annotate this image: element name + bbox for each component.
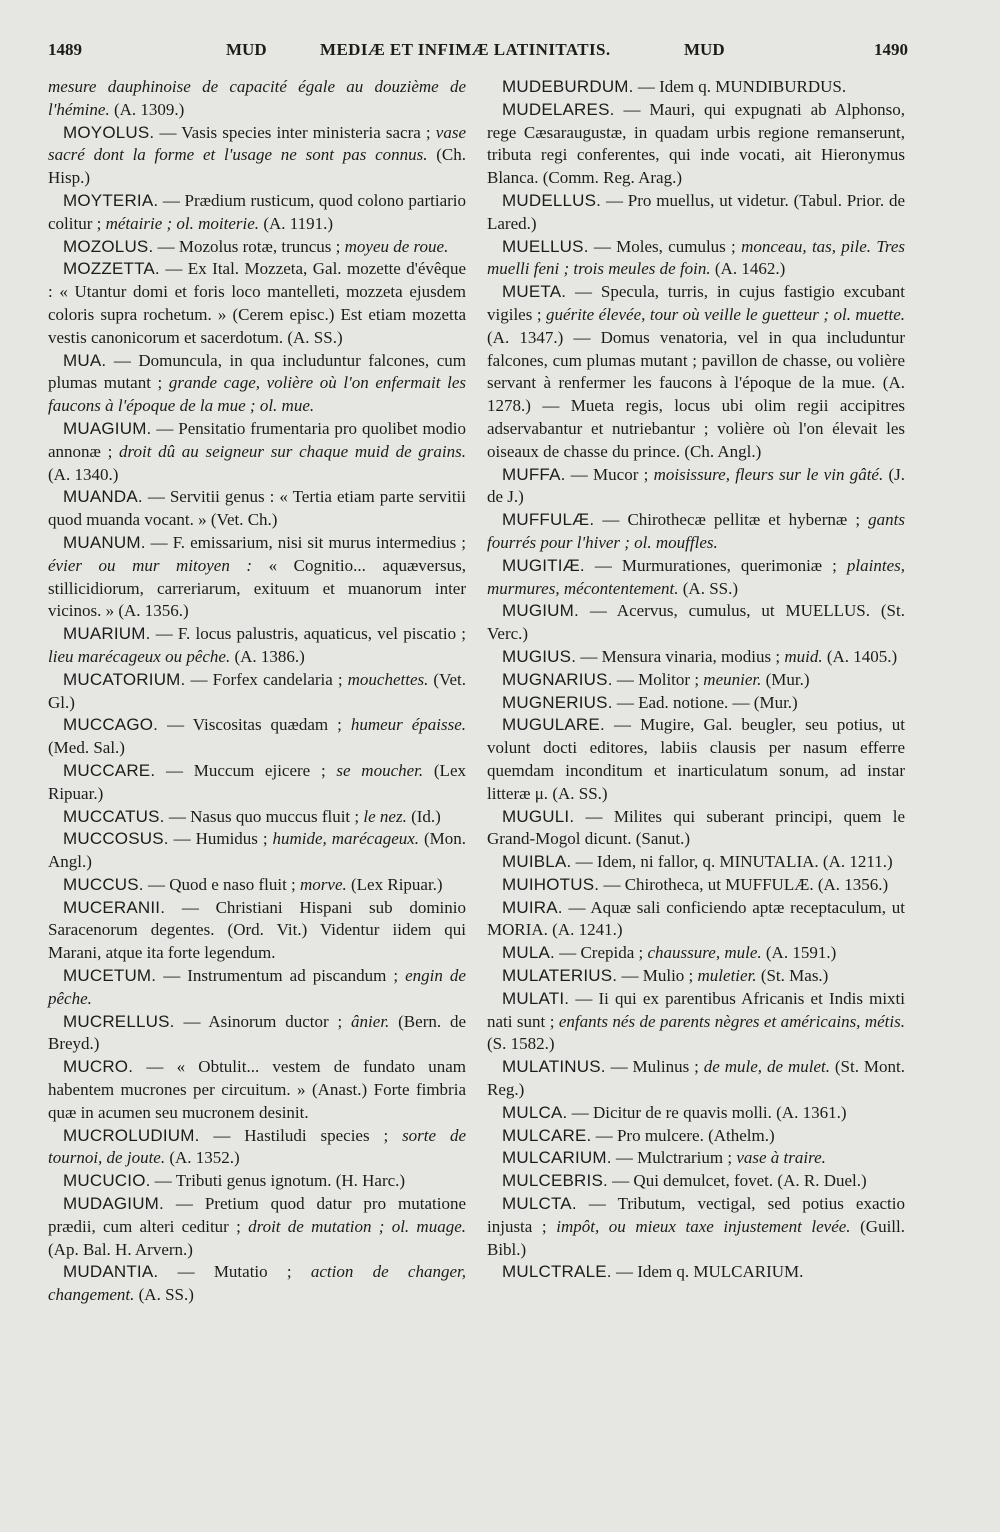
source-citation: (J. de J.) (487, 464, 905, 507)
headword: MUGULI. (502, 806, 575, 826)
definition: — Ex Ital. Mozzeta, Gal. mozette d'évêque : « Utantur domi et foris loco mantelleti, mozzeta ejusdem coloris supra rochetum. » (Cerem episc.) Est etiam mozetta vestis canonicorum et sacerdotum. (48, 259, 466, 347)
headword: MULATI. (502, 988, 570, 1008)
headword: MUAGIUM. (63, 418, 152, 438)
dictionary-entry (48, 1170, 466, 1193)
dictionary-entry (487, 99, 905, 190)
headword: MUCRO. (63, 1057, 134, 1077)
dictionary-entry (487, 942, 905, 965)
source-citation: (Mon. Angl.) (48, 829, 467, 872)
headword: MULA. (502, 943, 555, 963)
french-gloss: se moucher. (336, 760, 424, 780)
definition: — F. emissarium, nisi sit murus intermedius ; (145, 532, 466, 552)
dictionary-entry (487, 600, 905, 646)
dictionary-entry (487, 1170, 905, 1193)
dictionary-entry (48, 236, 466, 259)
source-citation: (A. 1211.) (818, 852, 893, 872)
french-gloss: droit de mutation ; ol. muage. (248, 1216, 466, 1236)
dictionary-entry (48, 350, 466, 418)
definition: — Humidus ; (168, 829, 273, 849)
running-header (48, 40, 908, 70)
source-citation: (A. SS.) (678, 578, 739, 598)
dictionary-entry (48, 1011, 466, 1057)
definition: — Muccum ejicere ; (155, 760, 337, 780)
definition: — Nasus quo muccus fluit ; (164, 806, 364, 826)
dictionary-entry (487, 897, 905, 943)
dictionary-entry (487, 1147, 905, 1170)
definition: — Quod e naso fluit ; (143, 874, 301, 894)
headword: MULCARE. (502, 1125, 592, 1145)
source-citation: (Comm. Reg. Arag.) (538, 168, 682, 188)
definition: — Mulinus ; (605, 1057, 704, 1077)
definition: — Pensitatio frumentaria pro quolibet modio annonæ ; (48, 418, 466, 461)
source-citation: « Cognitio... aquæversus, stillicidiorum, carreriarum, exituum et muanorum inter vicinos. » (A. 1356.) (48, 555, 466, 621)
dictionary-entry (487, 692, 905, 715)
source-citation: (Guill. Bibl.) (487, 1216, 905, 1259)
french-gloss: grande cage, volière où l'on enfermait les faucons à l'époque de la mue ; ol. mue. (48, 373, 466, 416)
definition: — F. locus palustris, aquaticus, vel piscatio ; (150, 624, 466, 644)
definition: — Mauri, qui expugnati ab Alphonso, rege Cæsaraugustæ, in quadam urbis regione remanserunt, tributa regi conferentes, qui inde vocati, ait Hieronymus Blanca. (487, 99, 905, 188)
source-citation: (St. Verc.) (487, 601, 905, 644)
definition: — Chirotheca, ut MUFFULÆ. (599, 874, 814, 894)
dictionary-entry (487, 646, 905, 669)
definition: — Mensura vinaria, modius ; (576, 646, 785, 666)
definition: — Crepida ; (554, 943, 648, 963)
dictionary-entry (487, 988, 905, 1056)
headword: MULCA. (502, 1102, 568, 1122)
dictionary-entry (48, 1125, 466, 1171)
definition: — Forfex candelaria ; (185, 669, 348, 689)
left-guide-word: MUD (226, 40, 267, 59)
headword: MUCERANII. (63, 897, 166, 917)
headword: MUIBLA. (502, 852, 572, 872)
headword: MUCCARE. (63, 760, 156, 780)
definition: — Christiani Hispani sub dominio Saracenorum degentes. (Ord. Vit.) Videntur iidem qui Marani, atque ita forte legendum. (48, 897, 466, 963)
source-citation: (Vet. Gl.) (48, 669, 466, 712)
french-gloss: ânier. (351, 1011, 390, 1031)
french-gloss: muletier. (697, 966, 757, 986)
headword: MUA. (63, 350, 107, 370)
french-gloss: moyeu de roue. (344, 236, 449, 256)
source-citation: (A. 1405.) (822, 646, 898, 666)
headword: MUCRELLUS. (63, 1011, 175, 1031)
headword: MUCCAGO. (63, 715, 159, 735)
dictionary-entry (48, 1056, 466, 1124)
headword: MUGULARE. (502, 715, 605, 735)
headword: MULCARIUM. (502, 1148, 612, 1168)
headword: MUANUM. (63, 532, 146, 552)
source-citation: (St. Mas.) (756, 966, 829, 986)
right-page-number: 1490 (874, 40, 908, 59)
source-citation: (Bern. de Breyd.) (48, 1011, 466, 1054)
headword: MUGIUM. (502, 601, 579, 621)
definition: — Mulctrarium ; (611, 1148, 737, 1168)
dictionary-entry (487, 236, 905, 282)
dictionary-entry (48, 760, 466, 806)
headword: MULCTA. (502, 1194, 577, 1214)
definition: — Vasis species inter ministeria sacra ; (154, 122, 436, 142)
dictionary-entry (48, 1193, 466, 1261)
headword: MUCROLUDIUM. (63, 1125, 200, 1145)
dictionary-entry (487, 190, 905, 236)
definition: — Idem q. MUNDIBURDUS. (633, 77, 847, 96)
headword: MUCCUS. (63, 874, 144, 894)
french-gloss: mouchettes. (347, 669, 429, 689)
dictionary-entry (487, 1125, 905, 1148)
definition: — Prædium rusticum, quod colono partiario colitur ; (48, 190, 466, 233)
definition: — Moles, cumulus ; (588, 236, 742, 256)
dictionary-entry (48, 532, 466, 623)
definition: — Pro muellus, ut videtur. (601, 190, 789, 210)
source-citation: (A. 1352.) (165, 1148, 240, 1168)
header-title: MEDIÆ ET INFIMÆ LATINITATIS. (320, 40, 611, 59)
headword: MUELLUS. (502, 236, 589, 256)
french-gloss: monceau, tas, pile. Tres muelli feni ; trois meules de foin. (487, 236, 905, 279)
french-gloss: muid. (784, 646, 823, 666)
definition: — Tributi genus ignotum. (150, 1171, 332, 1191)
definition: — Servitii genus : « Tertia etiam parte servitii quod muanda vocant. » (48, 487, 466, 530)
french-gloss: moisissure, fleurs sur le vin gâté. (653, 464, 884, 484)
dictionary-entry (48, 418, 466, 486)
left-page-number: 1489 (48, 40, 82, 59)
right-guide-word: MUD (684, 40, 725, 59)
definition: — Qui demulcet, fovet. (607, 1171, 774, 1191)
headword: MOYOLUS. (63, 122, 155, 142)
source-citation: (A. 1386.) (230, 646, 305, 666)
source-citation: (Sanut.) (631, 829, 691, 849)
definition: — Murmurationes, querimoniæ ; (584, 555, 847, 575)
headword: MOZZETTA. (63, 259, 160, 279)
source-citation: (Med. Sal.) (48, 738, 125, 758)
source-citation: (Mur.) (761, 669, 810, 689)
headword: MULCEBRIS. (502, 1171, 608, 1191)
dictionary-entry (487, 1261, 905, 1284)
definition: — « Obtulit... vestem de fundato unam habentem mucrones per circuitum. » (Anast.) Forte fimbria quæ in acumen seu mucronem desinit. (48, 1057, 466, 1122)
dictionary-entry (487, 76, 905, 99)
dictionary-entry (48, 828, 466, 874)
definition: — Pro mulcere. (591, 1125, 704, 1145)
definition: — Tributum, vectigal, sed potius exactio injusta ; (487, 1194, 905, 1236)
definition: — Ii qui ex parentibus Africanis et Indis mixti nati sunt ; (487, 988, 905, 1031)
definition: — Idem, ni fallor, q. MINUTALIA. (571, 852, 819, 872)
french-gloss: meunier. (703, 669, 762, 689)
dictionary-entry (48, 669, 466, 715)
headword: MUCCATUS. (63, 806, 165, 826)
headword: MUETA. (502, 282, 567, 302)
french-gloss: le nez. (363, 806, 407, 826)
source-citation: (S. 1582.) (487, 1034, 555, 1054)
french-gloss: lieu marécageux ou pêche. (48, 646, 231, 666)
source-citation: (Id.) (406, 806, 441, 826)
headword: MUCCOSUS. (63, 829, 169, 849)
dictionary-entry (48, 76, 466, 122)
source-citation: (Athelm.) (703, 1125, 775, 1145)
dictionary-entry (487, 1193, 905, 1261)
source-citation: (A. 1356.) (813, 874, 889, 894)
source-citation: (A. 1462.) (710, 259, 786, 279)
french-gloss: gants fourrés pour l'hiver ; ol. mouffles. (487, 510, 905, 552)
french-gloss: engin de pêche. (48, 966, 466, 1008)
definition: — Mozolus rotæ, truncus ; (153, 236, 345, 256)
dictionary-entry (487, 714, 905, 805)
dictionary-entry (48, 258, 466, 349)
headword: MOYTERIA. (63, 190, 159, 210)
french-gloss: vase sacré dont la forme et l'usage ne sont pas connus. (48, 122, 466, 165)
headword: MUGNARIUS. (502, 669, 613, 689)
headword: MULATERIUS. (502, 966, 618, 986)
headword: MUIHOTUS. (502, 874, 600, 894)
headword: MUARIUM. (63, 624, 151, 644)
definition: — Mucor ; (565, 464, 654, 484)
headword: MUDAGIUM. (63, 1194, 164, 1214)
source-citation: (Tabul. Prior. de Lared.) (487, 190, 906, 233)
source-citation: (A. 1340.) (48, 464, 119, 484)
definition: — Milites qui suberant principi, quem le Grand-Mogol dicunt. (487, 806, 905, 849)
french-gloss: humide, marécageux. (272, 829, 420, 849)
source-citation: (Ch. Hisp.) (48, 145, 466, 188)
headword: MUGIUS. (502, 646, 577, 666)
french-gloss: vase à traire. (736, 1148, 826, 1168)
dictionary-entry (48, 874, 466, 897)
source-citation: (Vet. Ch.) (206, 510, 278, 530)
headword: MUDELARES. (502, 99, 615, 119)
french-gloss: évier ou mur mitoyen : (48, 555, 253, 575)
source-citation: (A. 1241.) (547, 920, 623, 940)
french-gloss: chaussure, mule. (647, 943, 762, 963)
source-citation: (St. Mont. Reg.) (487, 1057, 905, 1100)
definition: — Dicitur de re quavis molli. (567, 1102, 772, 1122)
source-citation: (A. 1191.) (259, 213, 334, 233)
dictionary-entry (487, 1102, 905, 1125)
definition: — Aquæ sali conficiendo aptæ receptaculum, ut MORIA. (487, 897, 905, 940)
source-citation: (A. 1309.) (109, 99, 185, 119)
left-column (48, 76, 466, 1307)
definition: — Chirothecæ pellitæ et hybernæ ; (594, 510, 869, 530)
headword: MUIRA. (502, 897, 563, 917)
dictionary-entry (48, 190, 466, 236)
dictionary-entry (487, 851, 905, 874)
dictionary-entry (48, 897, 466, 965)
source-citation: (Ap. Bal. H. Arvern.) (48, 1239, 193, 1259)
headword: MUFFA. (502, 464, 566, 484)
french-gloss: morve. (300, 874, 347, 894)
headword: MUDEBURDUM. (502, 77, 634, 96)
dictionary-entry (48, 122, 466, 190)
french-gloss: guérite élevée, tour où veille le guetteur ; ol. muette. (546, 304, 905, 324)
dictionary-entry (487, 806, 905, 852)
definition: — Mulio ; (617, 966, 698, 986)
source-citation: (H. Harc.) (331, 1171, 406, 1191)
headword: MUDANTIA. (63, 1262, 159, 1282)
dictionary-entry (48, 623, 466, 669)
dictionary-entry (48, 806, 466, 829)
headword: MUCATORIUM. (63, 669, 186, 689)
definition: — Mutatio ; (158, 1262, 311, 1282)
french-gloss: plaintes, murmures, mécontentement. (487, 555, 905, 598)
headword: MUDELLUS. (502, 190, 602, 210)
right-column (487, 76, 905, 1284)
headword: MULATINUS. (502, 1057, 606, 1077)
definition: — Pretium quod datur pro mutatione prædii, cum alteri ceditur ; (48, 1194, 466, 1236)
dictionary-entry (48, 965, 466, 1011)
dictionary-entry (48, 486, 466, 532)
headword: MUFFULÆ. (502, 510, 595, 530)
source-citation: (A. SS.) (283, 327, 343, 347)
dictionary-entry (487, 464, 905, 510)
source-citation: (A. R. Duel.) (773, 1171, 867, 1191)
source-citation: (Lex Ripuar.) (48, 760, 466, 803)
french-gloss: sorte de tournoi, de joute. (48, 1125, 466, 1168)
headword: MUCETUM. (63, 966, 157, 986)
dictionary-entry (487, 874, 905, 897)
source-citation: (A. 1347.) — Domus venatoria, vel in qua includuntur falcones, cum plumas mutant ; pavillon de chasse, ou volière servant à renfermer les faucons à l'époque de la mue. (A. 1278.) — Mueta regis, locus ubi olim regii accipitres adservabantur et nutriebantur ; volière où l'on élevait les oiseaux de chasse du prince. (Ch. Angl.) (487, 327, 905, 461)
definition: — Asinorum ductor ; (174, 1011, 352, 1031)
source-citation: (A. SS.) (548, 783, 608, 803)
definition: — Domuncula, in qua includuntur falcones, cum plumas mutant ; (48, 350, 466, 393)
definition: — Instrumentum ad piscandum ; (156, 966, 406, 986)
definition: — Acervus, cumulus, ut MUELLUS. (578, 601, 870, 621)
headword: MUANDA. (63, 487, 143, 507)
definition: — Viscositas quædam ; (158, 715, 351, 735)
dictionary-entry (48, 1261, 466, 1307)
french-gloss: action de changer, changement. (48, 1262, 467, 1305)
definition: — Hastiludi species ; (199, 1125, 403, 1145)
source-citation: (A. 1591.) (761, 943, 837, 963)
french-gloss: impôt, ou mieux taxe injustement levée. (556, 1216, 851, 1236)
definition: — Specula, turris, in cujus fastigio excubant vigiles ; (487, 282, 905, 324)
dictionary-entry (48, 714, 466, 760)
headword: MULCTRALE. (502, 1262, 612, 1282)
dictionary-entry (487, 669, 905, 692)
french-gloss: enfants nés de parents nègres et américains, métis. (558, 1011, 905, 1031)
headword: MUCUCIO. (63, 1171, 151, 1191)
dictionary-entry (487, 1056, 905, 1102)
french-gloss: de mule, de mulet. (703, 1057, 830, 1077)
headword: MUGNERIUS. (502, 692, 613, 712)
dictionary-entry (487, 281, 905, 463)
source-citation: (A. SS.) (134, 1285, 194, 1305)
french-gloss: droit dû au seigneur sur chaque muid de grains. (118, 441, 466, 461)
definition: — Ead. notione. — (Mur.) (612, 692, 798, 712)
french-gloss: métairie ; ol. moiterie. (105, 213, 260, 233)
dictionary-entry (487, 965, 905, 988)
source-citation: (Lex Ripuar.) (346, 874, 443, 894)
source-citation: (A. 1361.) (771, 1102, 847, 1122)
french-gloss: mesure dauphinoise de capacité égale au douzième de l'hémine. (48, 77, 466, 119)
headword: MUGITIÆ. (502, 555, 585, 575)
dictionary-entry (487, 509, 905, 555)
dictionary-entry (487, 555, 905, 601)
headword: MOZOLUS. (63, 236, 154, 256)
definition: — Mugire, Gal. beugler, seu potius, ut volunt docti editores, labiis clausis per nasum efferre quemdam inconditum et inarticulatum sonum, ad instar litteræ μ. (487, 715, 905, 803)
definition: — Molitor ; (612, 669, 704, 689)
french-gloss: humeur épaisse. (350, 715, 467, 735)
definition: — Idem q. MULCARIUM. (611, 1262, 804, 1282)
